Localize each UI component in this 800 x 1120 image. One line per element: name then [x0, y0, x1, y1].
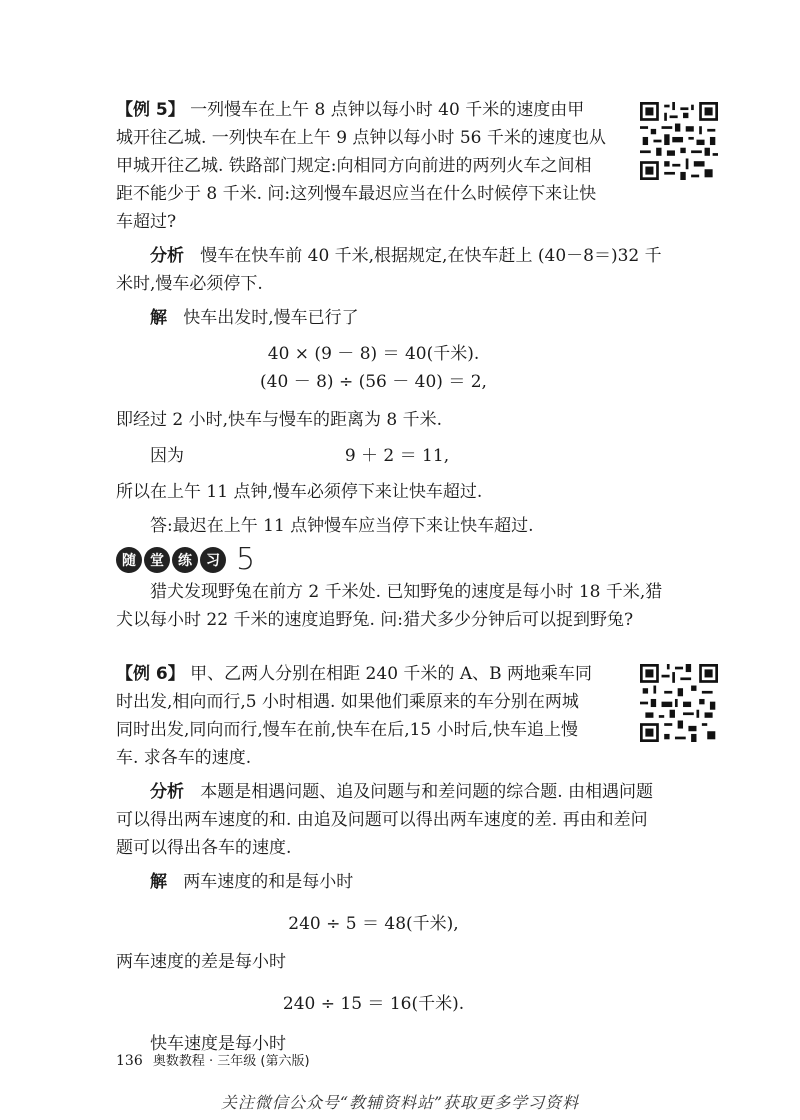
analysis-text: 本题是相遇问题、追及问题与和差问题的综合题. 由相遇问题 [200, 782, 654, 802]
solution-label: 解 [150, 308, 167, 328]
example-6-text: 甲、乙两人分别在相距 240 千米的 A、B 两地乘车同 [190, 664, 592, 684]
practice-char-1: 随 [116, 547, 142, 573]
example-5-because [116, 442, 631, 470]
example-5-eq-2: (40 － 8) ÷ (56 － 40) ＝ 2, [260, 372, 487, 392]
practice-line-1: 猎犬发现野兔在前方 2 千米处. 已知野兔的速度是每小时 18 千米,猎 [150, 582, 663, 602]
example-6-fast-line: 快车速度是每小时 [150, 1034, 286, 1054]
practice-char-2: 堂 [144, 547, 170, 573]
example-6 [116, 660, 654, 1058]
example-5 [116, 96, 662, 540]
practice-char-4: 习 [200, 547, 226, 573]
example-6-analysis-cont-2: 题可以得出各车的速度. [116, 838, 292, 858]
example-6-diff-line: 两车速度的差是每小时 [116, 952, 286, 972]
analysis-text: 慢车在快车前 40 千米,根据规定,在快车赶上 (40－8＝)32 千 [200, 246, 662, 266]
qr-code-icon [640, 102, 718, 180]
example-5-line-3: 甲城开往乙城. 铁路部门规定:向相同方向前进的两列火车之间相 [116, 156, 592, 176]
example-5-eq-1: 40 × (9 － 8) ＝ 40(千米). [267, 344, 480, 364]
analysis-label: 分析 [150, 782, 184, 802]
practice-char-3: 练 [172, 547, 198, 573]
example-5-text: 一列慢车在上午 8 点钟以每小时 40 千米的速度由甲 [190, 100, 585, 120]
example-6-analysis-cont-1: 可以得出两车速度的和. 由追及问题可以得出两车速度的差. 再由和差问 [116, 810, 648, 830]
example-5-tag: 【例 5】 [116, 100, 185, 120]
example-6-line-4: 车. 求各车的速度. [116, 748, 252, 768]
page-number: 136 [116, 1053, 143, 1069]
page-footer [116, 1050, 310, 1069]
example-5-after-eq: 即经过 2 小时,快车与慢车的距离为 8 千米. [116, 410, 443, 430]
because-equation: 9 ＋ 2 ＝ 11, [344, 446, 450, 466]
example-6-line-3: 同时出发,同向而行,慢车在前,快车在后,15 小时后,快车追上慢 [116, 720, 579, 740]
example-6-analysis [116, 778, 654, 806]
because-label: 因为 [150, 446, 184, 466]
example-6-tag: 【例 6】 [116, 664, 185, 684]
example-6-line-2: 时出发,相向而行,5 小时相遇. 如果他们乘原来的车分别在两城 [116, 692, 579, 712]
example-5-analysis-cont: 米时,慢车必须停下. [116, 274, 263, 294]
solution-label: 解 [150, 872, 167, 892]
watermark-text: 关注微信公众号“教辅资料站”获取更多学习资料 [220, 1093, 580, 1112]
example-5-line-5: 车超过? [116, 212, 177, 232]
solution-intro: 快车出发时,慢车已行了 [183, 308, 359, 328]
example-5-answer: 答:最迟在上午 11 点钟慢车应当停下来让快车超过. [150, 516, 534, 536]
example-5-line-1 [116, 96, 631, 124]
example-5-line-2: 城开往乙城. 一列快车在上午 9 点钟以每小时 56 千米的速度也从 [116, 128, 606, 148]
example-6-eq-2: 240 ÷ 15 ＝ 16(千米). [282, 994, 465, 1014]
example-6-line-1 [116, 660, 631, 688]
example-5-solution [116, 304, 631, 332]
solution-intro: 两车速度的和是每小时 [183, 872, 354, 892]
example-5-so: 所以在上午 11 点钟,慢车必须停下来让快车超过. [116, 482, 483, 502]
example-6-eq-1: 240 ÷ 5 ＝ 48(千米), [288, 914, 459, 934]
example-5-line-4: 距不能少于 8 千米. 问:这列慢车最迟应当在什么时候停下来让快 [116, 184, 597, 204]
example-5-analysis [116, 242, 662, 270]
practice-line-2: 犬以每小时 22 千米的速度追野兔. 问:猎犬多少分钟后可以捉到野兔? [116, 610, 634, 630]
analysis-label: 分析 [150, 246, 184, 266]
practice-heading [116, 542, 256, 577]
book-title: 奥数教程 · 三年级 (第六版) [152, 1054, 310, 1069]
practice-number: 5 [236, 542, 256, 577]
qr-code-icon [640, 664, 718, 742]
practice-text [116, 578, 676, 634]
example-6-solution [116, 868, 631, 896]
